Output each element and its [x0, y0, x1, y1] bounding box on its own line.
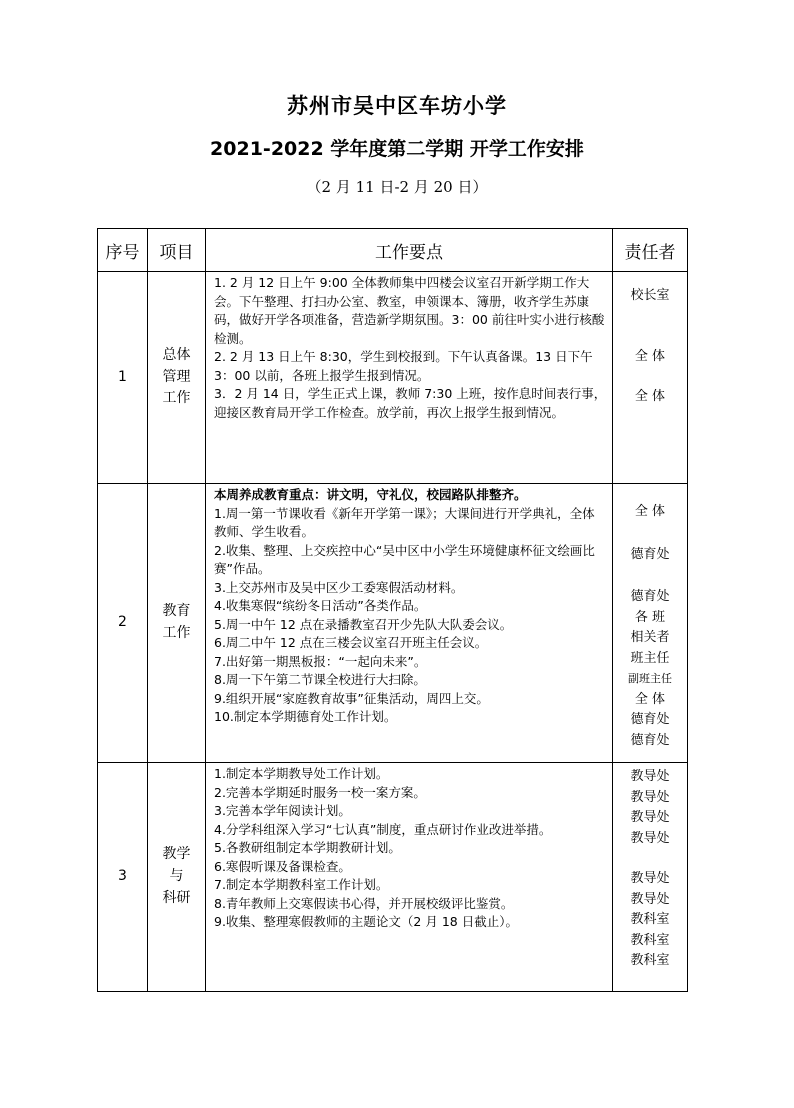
row-number: 1: [98, 272, 148, 484]
column-header-responsible: 责任者: [613, 229, 688, 272]
point-item: 4.分学科组深入学习“七认真”制度，重点研讨作业改进举措。: [214, 821, 552, 837]
point-item: 3.完善本学年阅读计划。: [214, 803, 351, 818]
responsible-item: 教科室: [630, 953, 670, 968]
point-item: 1.周一第一节课收看《新年开学第一课》；大课间进行开学典礼，全体教师、学生收看。: [214, 505, 595, 539]
point-item: 7.制定本学期教科室工作计划。: [214, 877, 389, 892]
responsible-item: 教科室: [630, 932, 670, 948]
point-item: 2. 2 月 13 日上午 8:30，学生到校报到。下午认真备课。13 日下午 3：00 以前，各班上报学生报到情况。: [214, 349, 593, 383]
point-item: 1. 2 月 12 日上午 9:00 全体教师集中四楼会议室召开新学期工作大会。下午整理、打扫办公室、教室，申领课本、簿册，收齐学生苏康码，做好开学各项准备，营造新学期氛围。3：00 前往叶实小进行核酸检测。: [214, 275, 605, 346]
point-item: 7.出好第一期黑板报：“一起向未来”。: [214, 653, 427, 669]
schedule-table: [97, 228, 688, 992]
point-item: 9.组织开展“家庭教育故事”征集活动，周四上交。: [214, 690, 489, 706]
point-item: 10.制定本学期德育处工作计划。: [214, 709, 397, 724]
row-points: [206, 763, 613, 992]
project-line: 科研: [162, 889, 191, 906]
responsible-item: 班主任: [630, 650, 670, 666]
project-line: 教学: [162, 846, 191, 863]
row-points: [206, 272, 613, 484]
point-item: 8.青年教师上交寒假读书心得，并开展校级评比鉴赏。: [214, 895, 514, 911]
point-item: 3.上交苏州市及吴中区少工委寒假活动材料。: [214, 579, 464, 595]
responsible-item: 教科室: [630, 912, 670, 927]
row-responsible: [613, 484, 688, 763]
point-item: 9.收集、整理寒假教师的主题论文（2 月 18 日截止）。: [214, 914, 518, 929]
point-item: 8.周一下午第二节课全校进行大扫除。: [214, 672, 426, 687]
column-header-no: 序号: [98, 229, 148, 272]
project-line: 工作: [162, 625, 191, 641]
project-line: 管理: [162, 368, 191, 385]
responsible-item: 副班主任: [628, 672, 672, 685]
table-row: [98, 763, 688, 992]
point-item: 5.周一中午 12 点在录播教室召开少先队大队委会议。: [214, 616, 513, 632]
row-number: 2: [98, 484, 148, 763]
responsible-item: 全 体: [634, 348, 666, 364]
project-line: 工作: [162, 390, 191, 407]
responsible-item: 校长室: [630, 288, 670, 303]
weekly-focus: 本周养成教育重点：讲文明，守礼仪，校园路队排整齐。: [214, 487, 527, 502]
row-number: 3: [98, 763, 148, 992]
responsible-item: 教导处: [630, 810, 670, 825]
responsible-item: 全 体: [634, 389, 666, 404]
row-points: [206, 484, 613, 763]
table-header-row: [98, 229, 688, 272]
table-row: [98, 272, 688, 484]
project-line: 与: [169, 868, 184, 885]
point-item: 1.制定本学期教导处工作计划。: [214, 766, 389, 781]
date-range: （2 月 11 日-2 月 20 日）: [306, 178, 488, 196]
point-item: 4.收集寒假“缤纷冬日活动”各类作品。: [214, 598, 427, 613]
row-responsible: [613, 763, 688, 992]
column-header-points: 工作要点: [206, 229, 613, 272]
table-row: [98, 484, 688, 763]
responsible-item: 全 体: [634, 691, 666, 707]
point-item: 6.周二中午 12 点在三楼会议室召开班主任会议。: [214, 635, 488, 650]
row-project: [148, 272, 206, 484]
point-item: 2.收集、整理、上交疾控中心“吴中区中小学生环境健康杯征文绘画比赛”作品。: [214, 542, 595, 576]
row-responsible: [613, 272, 688, 484]
responsible-item: 教导处: [630, 871, 670, 886]
responsible-item: 教导处: [630, 769, 670, 784]
responsible-item: 德育处: [630, 589, 670, 604]
point-item: 5.各教研组制定本学期教研计划。: [214, 840, 401, 855]
point-item: 6.寒假听课及备课检查。: [214, 858, 351, 874]
document-title: 2021-2022 学年度第二学期 开学工作安排: [210, 138, 584, 160]
point-item: 2.完善本学期延时服务一校一案方案。: [214, 784, 426, 800]
school-name: 苏州市吴中区车坊小学: [287, 93, 507, 118]
responsible-item: 德育处: [630, 546, 670, 562]
responsible-item: 教导处: [630, 891, 670, 907]
responsible-item: 德育处: [630, 732, 670, 748]
point-item: 3．2 月 14 日，学生正式上课，教师 7:30 上班，按作息时间表行事，迎接区教育局开学工作检查。放学前，再次上报学生报到情况。: [214, 386, 607, 420]
responsible-item: 德育处: [630, 712, 670, 727]
responsible-item: 相关者: [630, 630, 670, 645]
project-line: 教育: [162, 603, 191, 620]
responsible-item: 教导处: [630, 830, 670, 846]
responsible-item: 全 体: [634, 504, 666, 519]
project-line: 总体: [162, 346, 191, 363]
column-header-project: 项目: [148, 229, 206, 272]
responsible-item: 各 班: [634, 609, 666, 625]
row-project: [148, 484, 206, 763]
row-project: [148, 763, 206, 992]
responsible-item: 教导处: [630, 789, 670, 805]
